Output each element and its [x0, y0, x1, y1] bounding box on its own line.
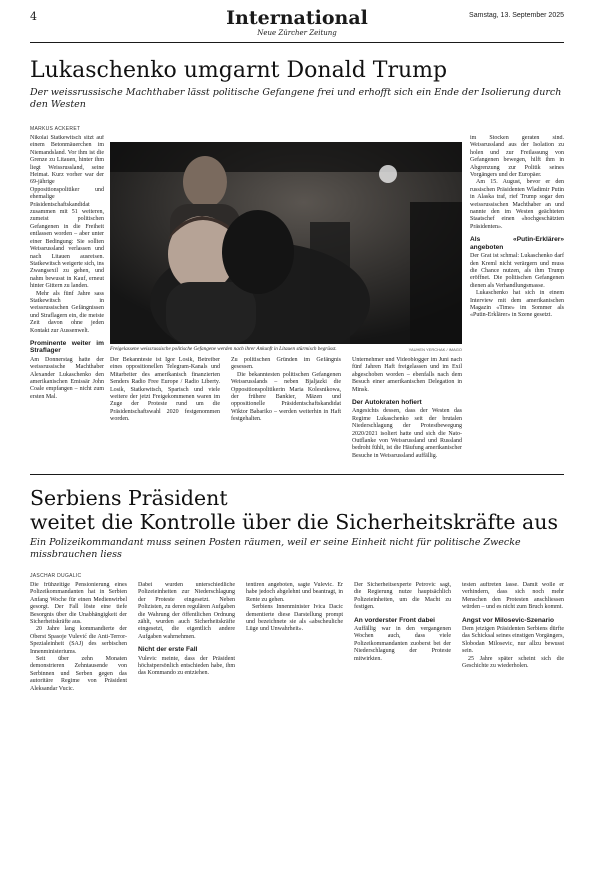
article1-paragraph: im Stocken geraten sind. Weissrussland aus der Isolation zu holen und zur Freilassung von Gefangenen bewegen, hilft ihm in Abgrenzung zur Politik seines Vorgängers und der Europäer.: [470, 135, 564, 179]
article1-column-1: [30, 135, 104, 455]
newspaper-name: Neue Zürcher Zeitung: [257, 29, 337, 37]
article2-author: JASCHAR DUGALIC: [30, 573, 82, 579]
article1-caption: [110, 346, 462, 353]
article1-column-2: [110, 357, 220, 459]
article2-paragraph: Vulevic meinte, dass der Präsident höchstpersönlich entschieden habe, ihm das Kommando zu entziehen.: [138, 655, 235, 677]
article1-paragraph: Lukaschenko hat sich in einem Interview mit dem amerikanischen Magazin «Time» im Sommer als «Putin-Erklärer» in Szene gesetzt.: [470, 290, 564, 319]
article2-paragraph: Seit über zehn Monaten demonstrieren Zehntausende von Serbinnen und Serben gegen das autoritäre Regime von Präsident Aleksandar Vucic.: [30, 656, 127, 692]
caption-text: Freigelassene weissrussische politische Gefangene werden nach ihrer Ankunft in Litauen stürmisch begrüsst.: [110, 346, 337, 352]
article2-paragraph: testen auftreten lasse. Damit wolle er verhindern, dass sich noch mehr Menschen den Protesten anschliessen würden – und es nicht zum Bruch kommt.: [462, 582, 564, 611]
article2-headline-line2: weitet die Kontrolle über die Sicherheitskräfte aus: [30, 510, 558, 534]
article1-paragraph: Zu politischen Gründen im Gefängnis gesessen.: [231, 357, 341, 371]
article1-paragraph: Am Donnerstag hatte der weissrussische Machthaber Alexander Lukaschenko den amerikanischen Emissär John Coale empfangen – nicht zum ersten Mal.: [30, 356, 104, 400]
article2-paragraph: Serbiens Innenminister Ivica Dacic dementierte diese Darstellung prompt und bezeichnete sie als «abscheuliche Lüge und Unwahrheit».: [246, 604, 343, 633]
article1-paragraph: Der Grat ist schmal: Lukaschenko darf den Kreml nicht verärgern und muss die Chance nutzen, als ihm Trump eröffnet. Die politischen Gefangenen dienen als Verhandlungsmasse.: [470, 253, 564, 289]
article1-author: MARKUS ACKERET: [30, 126, 81, 132]
article2-headline: [30, 486, 570, 534]
article1-paragraph: Unternehmer und Videoblogger im Juni nach fünf Jahren Haft freigelassen und im Exil abgeschoben worden – ebenfalls nach dem Besuch einer amerikanischen Delegation in Minsk.: [352, 357, 462, 393]
article2-crosshead: An vorderster Front dabei: [354, 616, 435, 624]
article2-crosshead: Angst vor Milosevic-Szenario: [462, 616, 554, 624]
article2-crosshead: Nicht der erste Fall: [138, 646, 198, 654]
article1-paragraph: Mehr als fünf Jahre sass Statkewitsch in weissrussischen Gefängnissen und Straflagern ein, die meiste Zeit davon ohne jeden Kontakt zur Aussenwelt.: [30, 290, 104, 334]
article2-paragraph: tentiren angeboten, sagte Vulevic. Er habe jedoch abgelehnt und beantragt, in Rente zu gehen.: [246, 582, 343, 603]
article2-column-4: [354, 582, 451, 864]
masthead-rule: [30, 42, 564, 43]
article1-paragraph: Am 15. August, bevor er den russischen Präsidenten Wladimir Putin in Alaska traf, rief Trump sogar den weissrussischen Machthaber an und nannte den im Westen geächteten Staatschef einen «hochgeschätzten Präsidenten».: [470, 179, 564, 230]
section-title: International: [226, 7, 368, 29]
article2-paragraph: Dabei wurden unterschiedliche Polizeieinheiten zur Niederschlagung der Proteste eingesetzt. Neben Polizisten, zu deren regulären Aufgaben die Wahrung der öffentlichen Ordnung zählt, wurden auch Sicherheitskräfte eingesetzt, die eigentlich andere Aufgaben wahrnehmen.: [138, 582, 235, 640]
article2-paragraph: Die frühzeitige Pensionierung eines Polizeikommandanten hat in Serbien Anfang Woche für einen Medienwirbel gesorgt. Der Fall löste eine tiefe Besorgnis über die Unabhängigkeit der Sicherheitskräfte aus.: [30, 582, 127, 626]
article1-column-4: [352, 357, 462, 459]
article2-column-1: [30, 582, 127, 864]
article1-column-5: [470, 135, 564, 459]
article2-column-5: [462, 582, 564, 864]
article2-paragraph: Auffällig war in den vergangenen Wochen auch, dass viele Polizeikommandanten zuoberst bei der Niederschlagung der Proteste mitwirkten.: [354, 626, 451, 662]
article1-column-3: [231, 357, 341, 459]
page-number: 4: [30, 10, 37, 23]
photo-illustration: [110, 142, 462, 344]
article2-paragraph: Der Sicherheitsexperte Petrovic sagt, die Regierung nutze hauptsächlich Polizeieinheiten, um die Macht zu festigen.: [354, 582, 451, 611]
article2-subheadline: Ein Polizeikommandant muss seinen Posten räumen, weil er seine Einheit nicht für politische Zwecke missbrauchen liess: [30, 537, 521, 560]
article2-paragraph: 20 Jahre lang kommandierte der Oberst Spasoje Vulević die Anti-Terror-Spezialeinheit (SAJ) des serbischen Innenministeriums.: [30, 626, 127, 655]
article1-paragraph: Der Bekannteste ist Igor Losik, Betreiber eines oppositionellen Telegram-Kanals und Mitarbeiter des amerikanisch finanzierten Senders Radio Free Europe / Radio Liberty. Losik, Statkewitsch, Sparisch und viele weitere der jetzt Freigekommenen waren im Zuge der Proteste rund um die Präsidentschaftswahl 2020 festgenommen worden.: [110, 357, 220, 423]
article-separator: [30, 474, 564, 475]
article1-subheadline: Der weissrussische Machthaber lässt politische Gefangene frei und erhofft sich ein Ende der Isolierung durch den Westen: [30, 87, 562, 110]
masthead: [30, 8, 564, 38]
article2-column-3: [246, 582, 343, 864]
article1-crosshead: Prominente weiter im Straflager: [30, 339, 104, 355]
issue-date: Samstag, 13. September 2025: [469, 12, 564, 19]
article1-headline: Lukaschenko umgarnt Donald Trump: [30, 58, 448, 83]
article1-paragraph: Nikolai Statkewitsch sitzt auf einem Betonmäuerchen im Niemandsland. Vor ihm ist die Grenze zu Litauen, hinter ihm liegt Weissrussland, seine Heimat. Kurz vorher war der 69-jährige Oppositionspolitiker und ehemalige Präsidentschaftskandidat zusammen mit 51 weiteren, zumeist politischen Gefangenen in die Freiheit entlassen worden – aber unter einer Bedingung: Sie sollten Weissrussland verlassen und nach Litauen ausreisen. Statkewitsch weigerte sich, ins Zwangsexil zu gehen, und nahm bewusst in Kauf, erneut hinter Gittern zu landen.: [30, 135, 104, 290]
article1-paragraph: Angesichts dessen, dass der Westen das Regime Lukaschenko seit der brutalen Niederschlagung der Protestbewegung 2020/2021 isoliert hatte und sich die Nato-Outflanke von Weissrussland und Russland bedroht fühlt, ist die Häufung amerikanischer Besuche in Weissrussland auffällig.: [352, 408, 462, 459]
article1-paragraph: Die bekanntesten politischen Gefangenen Weissrusslands – neben Bjaljazki die Oppositionspolitikerin Maria Kolesnikowa, der frühere Bankier, Mäzen und oppositionelle Präsidentschaftskandidat Wiktor Babariko – werden weiterhin in Haft festgehalten.: [231, 371, 341, 423]
article2-paragraph: 25 Jahre später scheint sich die Geschichte zu wiederholen.: [462, 655, 564, 670]
photo-credit: YAUHEN YERCHAK / IMAGO: [408, 347, 462, 352]
article1-crosshead: Der Autokraten hofiert: [352, 399, 422, 407]
article2-paragraph: Dem jetzigen Präsidenten Serbiens dürfte das Schicksal seines einstigen Vorgängers, Slobodan Milosevic, nur allzu bewusst sein.: [462, 626, 564, 655]
article1-crosshead: Als «Putin-Erklärer» angeboten: [470, 236, 564, 251]
article2-column-2: [138, 582, 235, 864]
article2-headline-line1: Serbiens Präsident: [30, 486, 228, 510]
article1-photo: [110, 142, 462, 344]
